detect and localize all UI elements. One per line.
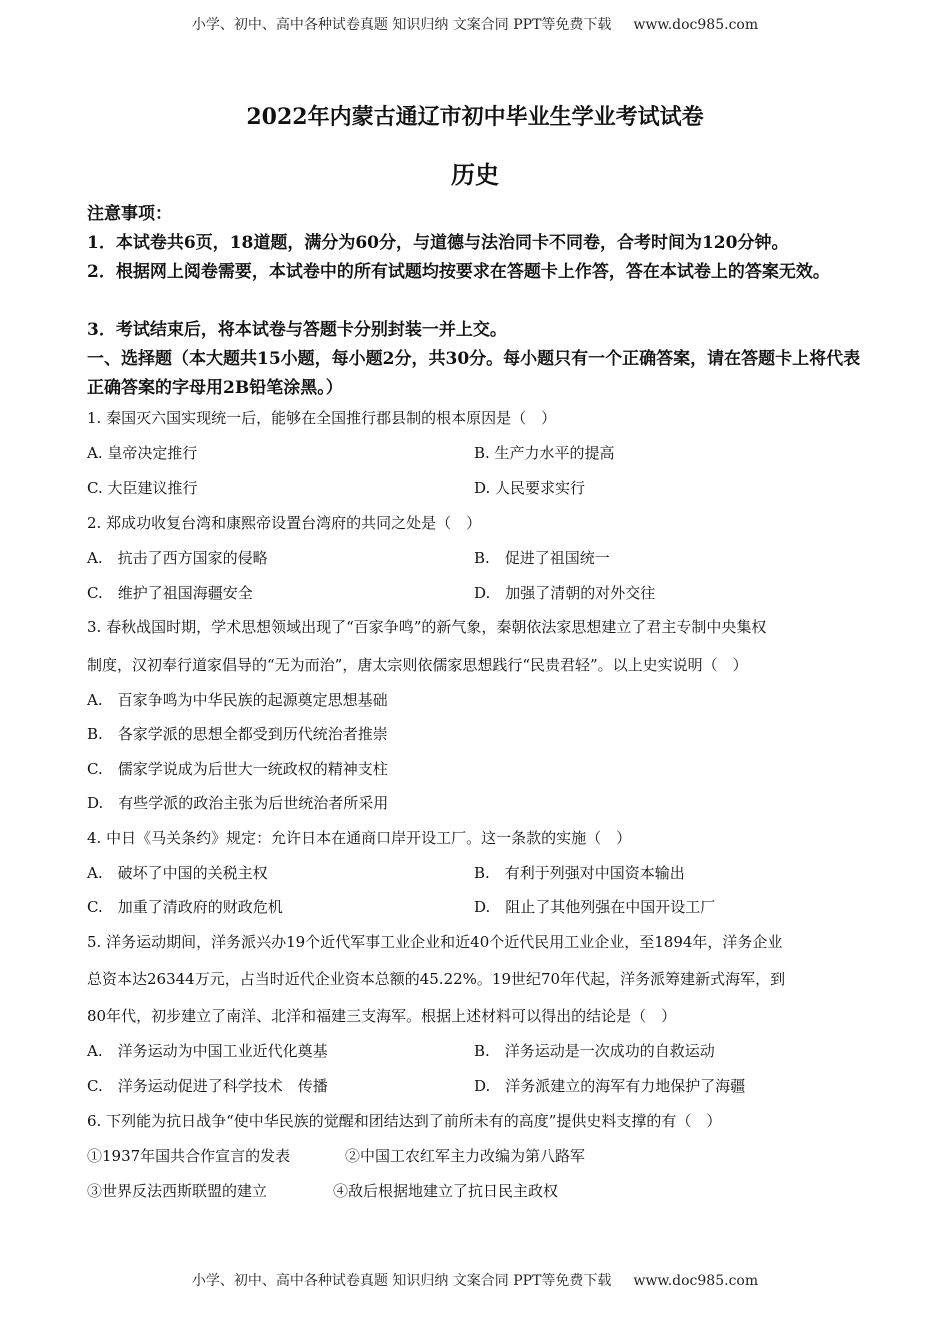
footer-url: www.doc985.com [633,1273,759,1289]
option-a: A. 洋务运动为中国工业近代化奠基 [87,1042,328,1060]
choice-item-4: ④敌后根据地建立了抗日民主政权 [333,1182,559,1200]
option-b: B. 促进了祖国统一 [474,549,610,567]
question-stem: 制度，汉初奉行道家倡导的“无为而治”，唐太宗则依儒家思想践行“民贵君轻”。以上史实说明（ ） [87,656,748,674]
question-stem: 80年代，初步建立了南洋、北洋和福建三支海军。根据上述材料可以得出的结论是（ ） [87,1007,677,1025]
option-c: C. 加重了清政府的财政危机 [87,898,283,916]
page-footer [0,1270,950,1290]
choice-item-1: ①1937年国共合作宣言的发表 [87,1147,291,1165]
exam-title: 2022年内蒙古通辽市初中毕业生学业考试试卷 [246,104,704,130]
option-c: C. 大臣建议推行 [87,479,198,497]
option-a: A. 抗击了西方国家的侵略 [87,549,268,567]
option-d: D. 阻止了其他列强在中国开设工厂 [474,898,716,916]
option-d: D. 加强了清朝的对外交往 [474,584,656,602]
option-a: A. 皇帝决定推行 [87,444,198,462]
option-d: D. 洋务派建立的海军有力地保护了海疆 [474,1077,746,1095]
option-d: D. 人民要求实行 [474,479,586,497]
option-b: B. 洋务运动是一次成功的自救运动 [474,1042,715,1060]
section-heading: 一、选择题（本大题共15小题，每小题2分，共30分。每小题只有一个正确答案，请在答题卡上将代表正确答案的字母用2B铅笔涂黑。） [87,349,861,398]
option-d: D. 有些学派的政治主张为后世统治者所采用 [87,794,389,812]
notice-item: 3．考试结束后，将本试卷与答题卡分别封装一并上交。 [87,320,507,340]
option-a: A. 破坏了中国的关税主权 [87,864,268,882]
question-stem: 6. 下列能为抗日战争“使中华民族的觉醒和团结达到了前所未有的高度”提供史料支撑的有（ ） [87,1112,722,1130]
page-header [0,14,950,34]
option-b: B. 有利于列强对中国资本输出 [474,864,685,882]
question-stem: 3. 春秋战国时期，学术思想领域出现了“百家争鸣”的新气象，秦朝依法家思想建立了君主专制中央集权 [87,618,767,636]
option-c: C. 儒家学说成为后世大一统政权的精神支柱 [87,760,388,778]
choice-item-2: ②中国工农红军主力改编为第八路军 [345,1147,586,1165]
option-b: B. 生产力水平的提高 [474,444,615,462]
question-stem: 5. 洋务运动期间，洋务派兴办19个近代军事工业企业和近40个近代民用工业企业，至1894年，洋务企业 [87,933,783,951]
option-c: C. 洋务运动促进了科学技术 传播 [87,1077,328,1095]
exam-subject: 历史 [451,160,499,189]
header-url: www.doc985.com [633,17,759,33]
question-stem: 1. 秦国灭六国实现统一后，能够在全国推行郡县制的根本原因是（ ） [87,409,557,427]
header-text: 小学、初中、高中各种试卷真题 知识归纳 文案合同 PPT等免费下载 [191,17,612,33]
question-stem: 2. 郑成功收复台湾和康熙帝设置台湾府的共同之处是（ ） [87,514,482,532]
option-b: B. 各家学派的思想全都受到历代统治者推崇 [87,725,388,743]
option-c: C. 维护了祖国海疆安全 [87,584,253,602]
notice-item: 2．根据网上阅卷需要，本试卷中的所有试题均按要求在答题卡上作答，答在本试卷上的答案无效。 [87,262,830,282]
choice-item-3: ③世界反法西斯联盟的建立 [87,1182,268,1200]
notice-heading: 注意事项： [87,204,172,224]
question-stem: 总资本达26344万元，占当时近代企业资本总额的45.22%。19世纪70年代起，洋务派筹建新式海军，到 [87,970,786,988]
notice-item: 1．本试卷共6页，18道题，满分为60分，与道德与法治同卡不同卷，合考时间为120分钟。 [87,233,789,253]
question-stem: 4. 中日《马关条约》规定：允许日本在通商口岸开设工厂。这一条款的实施（ ） [87,829,632,847]
option-a: A. 百家争鸣为中华民族的起源奠定思想基础 [87,691,388,709]
footer-text: 小学、初中、高中各种试卷真题 知识归纳 文案合同 PPT等免费下载 [191,1273,612,1289]
